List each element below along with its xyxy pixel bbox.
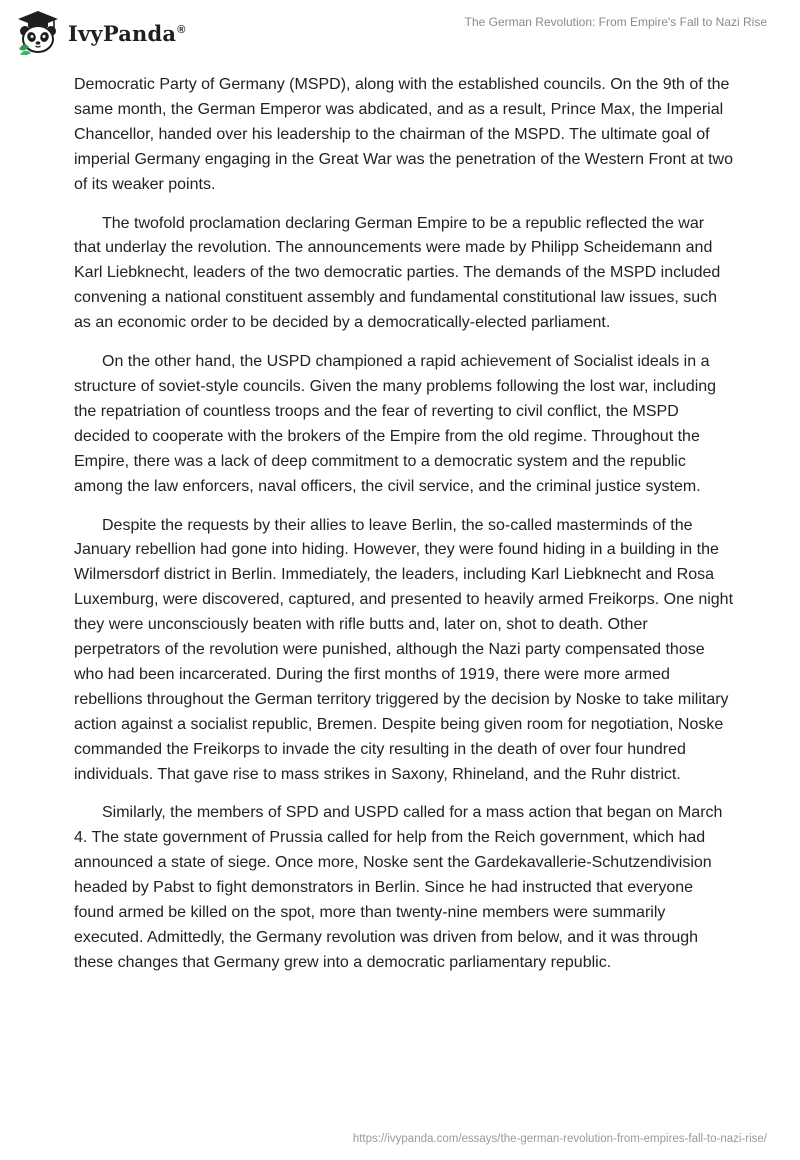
essay-body — [74, 73, 734, 990]
paragraph-3: On the other hand, the USPD championed a rapid achievement of Socialist ideals in a structure of soviet-style councils. Given the many problems following the lost war, including the repatriation of countless troops and the fear of reverting to civil conflict, the MSPD decided to cooperate with the brokers of the Empire from the old regime. Throughout the Empire, there was a lack of deep commitment to a democratic system and the republic among the law enforcers, naval officers, the civil service, and the criminal justice system. — [74, 353, 717, 495]
paragraph-2: The twofold proclamation declaring German Empire to be a republic reflected the war that underlay the revolution. The announcements were made by Philipp Scheidemann and Karl Liebknecht, leaders of the two democratic parties. The demands of the MSPD included convening a national constituent assembly and fundamental constitutional law issues, such as an economic order to be decided by a democratically-elected parliament. — [74, 214, 721, 332]
logo[interactable] — [16, 9, 186, 55]
page-header — [0, 0, 800, 70]
panda-graduate-icon — [16, 9, 60, 55]
paragraph-1: Democratic Party of Germany (MSPD), along with the established councils. On the 9th of the same month, the German Emperor was abdicated, and as a result, Prince Max, the Imperial Chancellor, handed over his leadership to the chairman of the MSPD. The ultimate goal of imperial Germany engaging in the Great War was the penetration of the Western Front at two of its weaker points. — [74, 76, 733, 193]
paragraph-4: Despite the requests by their allies to leave Berlin, the so-called masterminds of the January rebellion had gone into hiding. However, they were found hiding in a building in the Wilmersdorf district in Berlin. Immediately, the leaders, including Karl Liebknecht and Rosa Luxemburg, were discovered, captured, and presented to heavily armed Freikorps. One night they were unconsciously beaten with rifle butts and, later on, shot to death. Other perpetrators of the revolution were punished, although the Nazi party compensated those who had been incarcerated. During the first months of 1919, there were more armed rebellions throughout the German territory triggered by the decision by Noske to take military action against a socialist republic, Bremen. Despite being given room for negotiation, Noske commanded the Freikorps to invade the city resulting in the death of over four hundred individuals. That gave rise to mass strikes in Saxony, Rhineland, and the Ruhr district. — [74, 516, 734, 783]
logo-text: IvyPanda® — [68, 20, 186, 46]
paragraph-5: Similarly, the members of SPD and USPD called for a mass action that began on March 4. The state government of Prussia called for help from the Reich government, which had announced a state of siege. Once more, Noske sent the Gardekavallerie-Schutzendivision headed by Pabst to fight demonstrators in Berlin. Since he had instructed that everyone found armed be killed on the spot, more than twenty-nine members were summarily executed. Admittedly, the Germany revolution was driven from below, and it was through these changes that Germany grew into a democratic parliamentary republic. — [74, 804, 723, 971]
document-title: The German Revolution: From Empire's Fall to Nazi Rise — [464, 15, 767, 29]
source-url-link[interactable]: https://ivypanda.com/essays/the-german-revolution-from-empires-fall-to-nazi-rise/ — [352, 1133, 767, 1145]
